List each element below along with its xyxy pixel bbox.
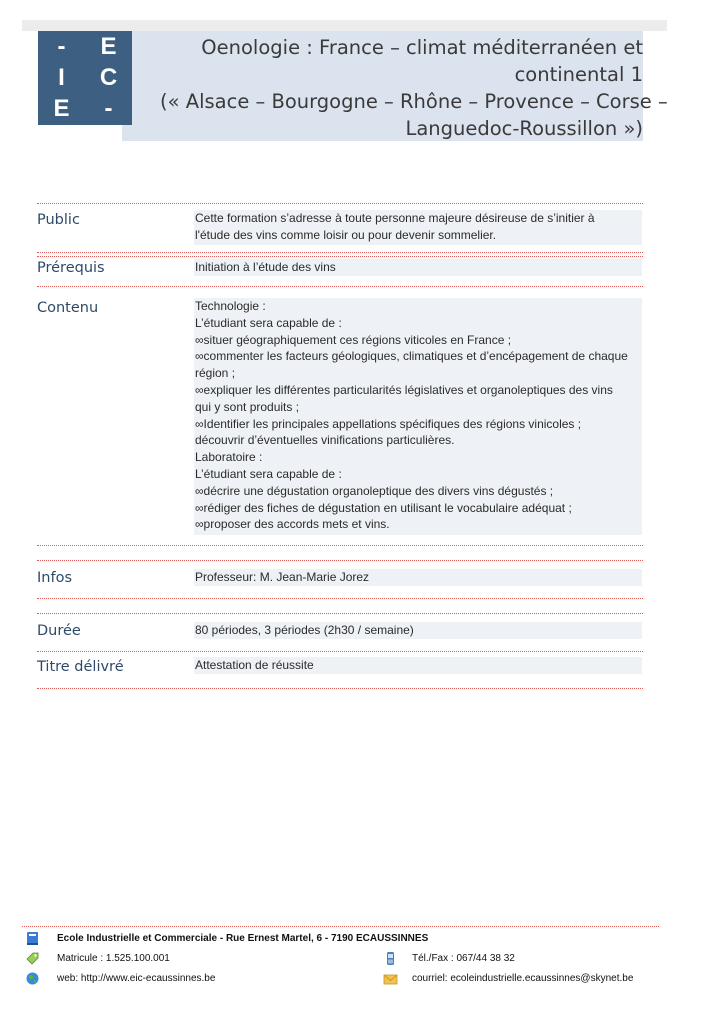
- book-icon: [25, 931, 40, 946]
- envelope-icon: [383, 972, 398, 987]
- logo-letter: -: [57, 32, 66, 60]
- footer-school: Ecole Industrielle et Commerciale - Rue Ernest Martel, 6 - 7190 ECAUSSINNES: [57, 933, 429, 944]
- eic-logo: [38, 31, 132, 125]
- contenu-line: ∞expliquer les différentes particularités législatives et organoleptiques des vins: [195, 382, 613, 397]
- footer-matricule: Matricule : 1.525.100.001: [57, 953, 170, 964]
- phone-icon: [383, 951, 398, 966]
- public-line: Cette formation s’adresse à toute personne majeure désireuse de s’initier à: [195, 211, 595, 225]
- section-divider: [37, 598, 643, 599]
- footer-divider: [22, 926, 659, 927]
- footer-web: web: http://www.eic-ecaussinnes.be: [57, 973, 216, 984]
- contenu-value: [194, 298, 642, 535]
- contenu-line: L’étudiant sera capable de :: [195, 466, 342, 481]
- tag-icon: [25, 951, 40, 966]
- section-divider: [37, 545, 643, 546]
- contenu-line: ∞proposer des accords mets et vins.: [195, 517, 390, 532]
- infos-label: Infos: [37, 570, 72, 586]
- infos-value: [194, 569, 642, 586]
- section-divider: [37, 560, 643, 561]
- title-line: Oenologie : France – climat méditerranéen et: [201, 36, 643, 59]
- section-divider: [37, 252, 643, 253]
- section-divider: [37, 613, 643, 614]
- logo-letter: E: [100, 32, 117, 60]
- header-top-bar: [22, 20, 667, 31]
- contenu-line: ∞Identifier les principales appellations spécifiques des régions vinicoles ;: [195, 416, 582, 431]
- contenu-line: L’étudiant sera capable de :: [195, 315, 342, 330]
- prerequis-label: Prérequis: [37, 260, 105, 276]
- prerequis-line: Initiation à l’étude des vins: [195, 260, 336, 274]
- title-line: Languedoc-Roussillon »): [405, 117, 643, 140]
- section-divider: [37, 651, 643, 652]
- contenu-line: Laboratoire :: [195, 450, 263, 465]
- logo-letter: I: [58, 63, 65, 91]
- title-line: (« Alsace – Bourgogne – Rhône – Provence – Corse –: [160, 90, 668, 113]
- contenu-line: région ;: [195, 366, 236, 381]
- logo-letter: -: [104, 95, 113, 123]
- globe-icon: [25, 971, 40, 986]
- contenu-line: ∞commenter les facteurs géologiques, climatiques et d’encépagement de chaque: [195, 349, 628, 364]
- section-divider: [37, 688, 643, 689]
- footer-email: courriel: ecoleindustrielle.ecaussinnes@skynet.be: [412, 973, 634, 984]
- logo-letter: E: [53, 95, 70, 123]
- contenu-line: ∞décrire une dégustation organoleptique des divers vins dégustés ;: [195, 483, 554, 498]
- logo-letter: C: [99, 63, 118, 91]
- title-line: continental 1: [514, 63, 643, 86]
- duree-line: 80 périodes, 3 périodes (2h30 / semaine): [195, 623, 414, 637]
- section-divider: [37, 203, 643, 204]
- duree-label: Durée: [37, 623, 81, 639]
- titre-label: Titre délivré: [37, 659, 124, 675]
- duree-value: [194, 622, 642, 639]
- public-value: [194, 210, 642, 245]
- footer-tel: Tél./Fax : 067/44 38 32: [412, 953, 515, 964]
- titre-line: Attestation de réussite: [195, 658, 314, 672]
- contenu-line: ∞situer géographiquement ces régions viticoles en France ;: [195, 332, 512, 347]
- contenu-label: Contenu: [37, 300, 99, 316]
- contenu-line: qui y sont produits ;: [195, 399, 300, 414]
- contenu-line: Technologie :: [195, 299, 266, 313]
- public-line: l'étude des vins comme loisir ou pour devenir sommelier.: [195, 227, 497, 242]
- contenu-line: découvrir d’éventuelles vinifications particulières.: [195, 433, 455, 448]
- contenu-line: ∞rédiger des fiches de dégustation en utilisant le vocabulaire adéquat ;: [195, 500, 572, 515]
- section-divider: [37, 256, 643, 257]
- public-label: Public: [37, 212, 80, 228]
- titre-value: [194, 657, 642, 674]
- page-title: [160, 34, 668, 142]
- infos-line: Professeur: M. Jean-Marie Jorez: [195, 570, 370, 584]
- section-divider: [37, 286, 643, 287]
- prerequis-value: [194, 259, 642, 276]
